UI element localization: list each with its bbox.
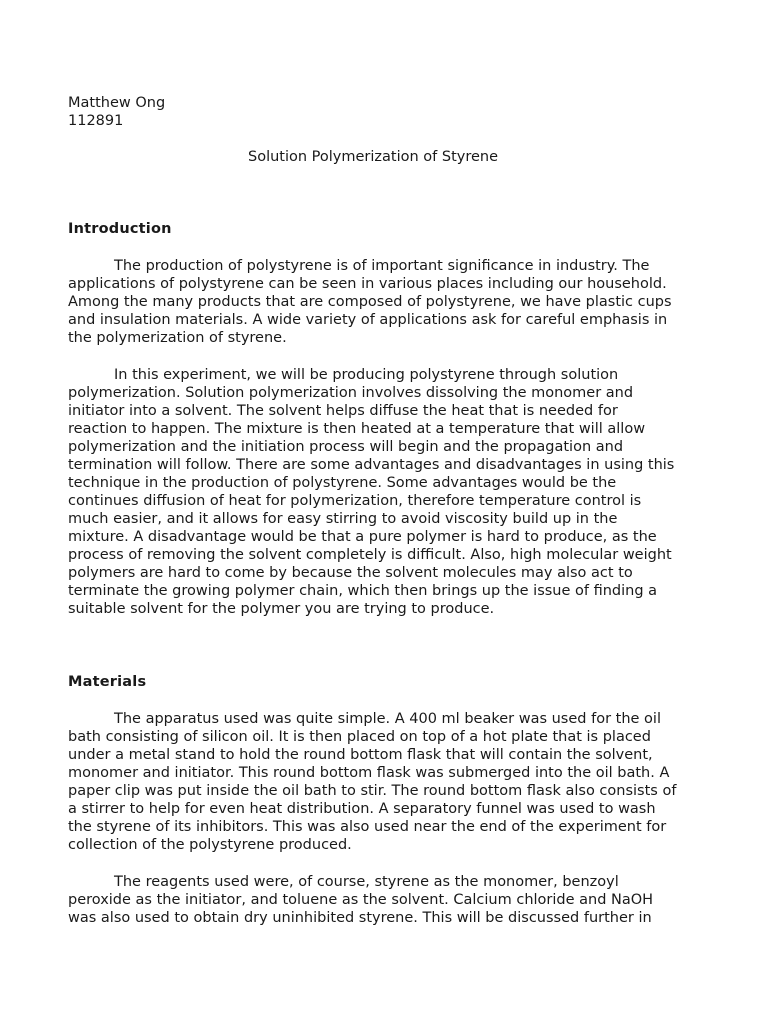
id-number: 112891 [68,113,124,129]
introduction-paragraph-2 [68,366,700,618]
author-name: Matthew Ong [68,95,166,111]
text-line: The apparatus used was quite simple. A 400 ml beaker was used for the oil [114,711,661,727]
text-line: The reagents used were, of course, styrene as the monomer, benzoyl [114,874,619,890]
text-line: polymerization. Solution polymerization involves dissolving the monomer and [68,385,634,401]
text-line: initiator into a solvent. The solvent helps diffuse the heat that is needed for [68,403,618,419]
text-line: and insulation materials. A wide variety of applications ask for careful emphasis in [68,312,668,328]
text-line: termination will follow. There are some advantages and disadvantages in using this [68,457,675,473]
text-line: was also used to obtain dry uninhibited styrene. This will be discussed further in [68,910,652,926]
text-line: the polymerization of styrene. [68,330,287,346]
text-line: monomer and initiator. This round bottom flask was submerged into the oil bath. A [68,765,670,781]
text-line: under a metal stand to hold the round bottom flask that will contain the solvent, [68,747,653,763]
text-line: process of removing the solvent completely is difficult. Also, high molecular weight [68,547,672,563]
text-line: paper clip was put inside the oil bath to stir. The round bottom flask also consists of [68,783,677,799]
materials-paragraph-2 [68,873,700,927]
text-line: applications of polystyrene can be seen in various places including our household. [68,276,667,292]
text-line: terminate the growing polymer chain, which then brings up the issue of finding a [68,583,658,599]
introduction-paragraph-1 [68,257,700,347]
materials-heading: Materials [68,674,147,690]
text-line: The production of polystyrene is of important significance in industry. The [114,258,650,274]
text-line: polymers are hard to come by because the solvent molecules may also act to [68,565,633,581]
text-line: mixture. A disadvantage would be that a pure polymer is hard to produce, as the [68,529,657,545]
text-line: a stirrer to help for even heat distribution. A separatory funnel was used to wash [68,801,656,817]
text-line: the styrene of its inhibitors. This was also used near the end of the experiment for [68,819,667,835]
text-line: Among the many products that are composed of polystyrene, we have plastic cups [68,294,672,310]
text-line: peroxide as the initiator, and toluene as the solvent. Calcium chloride and NaOH [68,892,654,908]
text-line: much easier, and it allows for easy stirring to avoid viscosity build up in the [68,511,618,527]
introduction-heading: Introduction [68,221,172,237]
document-title: Solution Polymerization of Styrene [248,149,499,165]
text-line: In this experiment, we will be producing polystyrene through solution [114,367,619,383]
text-line: reaction to happen. The mixture is then heated at a temperature that will allow [68,421,646,437]
text-line: technique in the production of polystyrene. Some advantages would be the [68,475,617,491]
text-line: suitable solvent for the polymer you are trying to produce. [68,601,495,617]
materials-paragraph-1 [68,710,700,854]
text-line: polymerization and the initiation process will begin and the propagation and [68,439,624,455]
text-line: continues diffusion of heat for polymerization, therefore temperature control is [68,493,642,509]
text-line: collection of the polystyrene produced. [68,837,352,853]
text-line: bath consisting of silicon oil. It is then placed on top of a hot plate that is placed [68,729,651,745]
